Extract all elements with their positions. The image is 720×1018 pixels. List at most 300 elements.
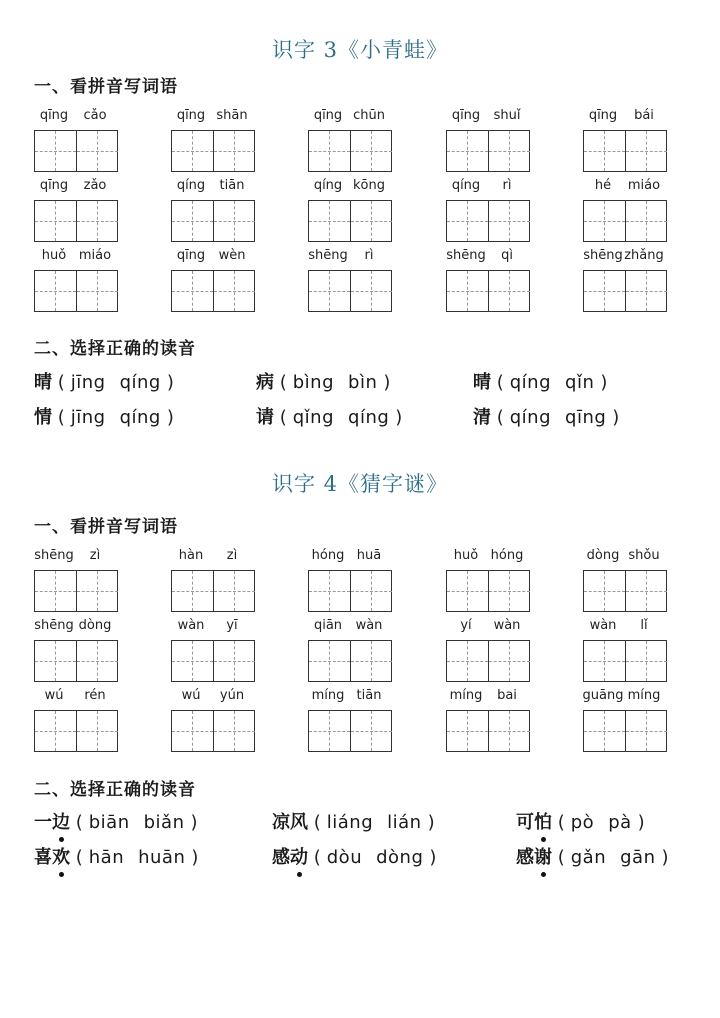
pinyin-option[interactable]: qíng	[348, 407, 390, 428]
pinyin-syllable: qīng	[176, 108, 206, 123]
guide-line	[77, 221, 118, 222]
pinyin-label	[446, 548, 530, 566]
guide-line	[626, 591, 667, 592]
writing-boxes[interactable]	[446, 640, 530, 682]
pinyin-options[interactable]	[293, 372, 378, 393]
section-heading-write-words: 一、看拼音写词语	[34, 77, 178, 97]
close-paren: )	[395, 407, 403, 428]
tianzige-box[interactable]	[172, 271, 213, 311]
tianzige-box[interactable]	[172, 641, 213, 681]
tianzige-box[interactable]	[447, 641, 488, 681]
open-paren: (	[274, 407, 287, 428]
pinyin-syllable: tiān	[356, 688, 382, 703]
guide-line	[489, 591, 530, 592]
pinyin-option[interactable]: qíng	[119, 372, 161, 393]
guide-line	[489, 291, 530, 292]
tianzige-box[interactable]	[213, 711, 255, 751]
guide-line	[626, 151, 667, 152]
tianzige-box[interactable]	[350, 571, 392, 611]
guide-line	[214, 731, 255, 732]
writing-boxes[interactable]	[446, 710, 530, 752]
writing-boxes[interactable]	[583, 640, 667, 682]
pinyin-label	[308, 548, 392, 566]
tianzige-box[interactable]	[584, 201, 625, 241]
pinyin-label	[34, 248, 118, 266]
pinyin-label	[446, 618, 530, 636]
pinyin-syllable: miáo	[627, 178, 661, 193]
pinyin-option[interactable]: qīng	[565, 407, 607, 428]
writing-boxes[interactable]	[171, 640, 255, 682]
guide-line	[77, 151, 118, 152]
open-paren: (	[52, 407, 65, 428]
pinyin-label	[34, 688, 118, 706]
pinyin-options[interactable]	[571, 847, 656, 868]
guide-line	[584, 291, 625, 292]
pinyin-options[interactable]	[510, 407, 607, 428]
tianzige-box[interactable]	[172, 201, 213, 241]
emphasis-dot-icon	[297, 872, 302, 877]
section-heading-choose-pronunciation: 二、选择正确的读音	[34, 339, 196, 359]
pinyin-syllable: cǎo	[83, 108, 107, 123]
pinyin-syllable: wú	[44, 688, 64, 703]
tianzige-box[interactable]	[488, 571, 530, 611]
tianzige-box[interactable]	[447, 131, 488, 171]
close-paren: )	[600, 372, 608, 393]
writing-boxes[interactable]	[34, 200, 118, 242]
pinyin-syllable: huǒ	[453, 548, 479, 563]
pinyin-syllable: wàn	[589, 618, 617, 633]
pinyin-label	[34, 548, 118, 566]
guide-line	[172, 661, 213, 662]
tianzige-box[interactable]	[35, 711, 76, 751]
pinyin-option[interactable]: liáng	[326, 812, 374, 833]
guide-line	[77, 291, 118, 292]
guide-line	[351, 221, 392, 222]
writing-boxes[interactable]	[583, 130, 667, 172]
pinyin-label	[446, 248, 530, 266]
emphasis-dot-icon	[541, 872, 546, 877]
hanzi-word: 清	[473, 407, 491, 428]
guide-line	[584, 661, 625, 662]
close-paren: )	[166, 372, 174, 393]
tianzige-box[interactable]	[350, 131, 392, 171]
pinyin-syllable: qīng	[588, 108, 618, 123]
open-paren: (	[491, 407, 504, 428]
close-paren: )	[190, 812, 198, 833]
writing-boxes[interactable]	[583, 710, 667, 752]
pinyin-syllable: shēng	[34, 548, 74, 563]
pinyin-label	[171, 688, 255, 706]
close-paren: )	[612, 407, 620, 428]
pinyin-syllable: shēng	[583, 248, 623, 263]
open-paren: (	[70, 847, 83, 868]
tianzige-box[interactable]	[625, 201, 667, 241]
pinyin-syllable: yún	[219, 688, 245, 703]
pinyin-syllable: qīng	[451, 108, 481, 123]
pinyin-label	[308, 178, 392, 196]
guide-line	[584, 731, 625, 732]
pinyin-label	[171, 108, 255, 126]
guide-line	[351, 661, 392, 662]
pinyin-syllable: rén	[84, 688, 106, 703]
tianzige-box[interactable]	[447, 711, 488, 751]
pinyin-syllable: zì	[226, 548, 238, 563]
guide-line	[309, 221, 350, 222]
pinyin-syllable: yī	[226, 618, 238, 633]
pinyin-label	[583, 688, 667, 706]
tianzige-box[interactable]	[35, 131, 76, 171]
pinyin-syllable: míng	[449, 688, 483, 703]
pronunciation-choice	[473, 403, 619, 429]
hanzi-char: 谢	[534, 843, 552, 869]
writing-boxes[interactable]	[308, 270, 392, 312]
tianzige-box[interactable]	[447, 571, 488, 611]
pronunciation-choice	[272, 843, 436, 869]
pinyin-syllable: qīng	[176, 248, 206, 263]
pinyin-label	[308, 618, 392, 636]
pinyin-syllable: qíng	[451, 178, 481, 193]
pinyin-options[interactable]	[327, 812, 422, 833]
writing-boxes[interactable]	[308, 130, 392, 172]
tianzige-box[interactable]	[625, 641, 667, 681]
pinyin-options[interactable]	[71, 407, 161, 428]
writing-boxes[interactable]	[446, 270, 530, 312]
writing-boxes[interactable]	[308, 200, 392, 242]
guide-line	[447, 731, 488, 732]
guide-line	[447, 591, 488, 592]
pinyin-options[interactable]	[89, 847, 186, 868]
pinyin-syllable: wàn	[177, 618, 205, 633]
pinyin-syllable: tiān	[219, 178, 245, 193]
pinyin-syllable: rì	[502, 178, 512, 193]
pronunciation-choice	[34, 403, 174, 429]
writing-boxes[interactable]	[171, 200, 255, 242]
pronunciation-choice	[516, 843, 669, 869]
hanzi-word: 请	[256, 407, 274, 428]
pinyin-label	[34, 618, 118, 636]
pinyin-option[interactable]: dòng	[376, 847, 424, 868]
open-paren: (	[552, 847, 565, 868]
pinyin-syllable: zǎo	[83, 178, 107, 193]
pinyin-option[interactable]: qíng	[119, 407, 161, 428]
pinyin-label	[583, 248, 667, 266]
pinyin-label	[171, 178, 255, 196]
writing-boxes[interactable]	[446, 200, 530, 242]
close-paren: )	[661, 847, 669, 868]
hanzi-word: 情	[34, 407, 52, 428]
hanzi-word: 凉风	[272, 812, 308, 833]
pinyin-syllable: wú	[181, 688, 201, 703]
tianzige-box[interactable]	[488, 641, 530, 681]
section-heading-choose-pronunciation: 二、选择正确的读音	[34, 780, 196, 800]
guide-line	[35, 591, 76, 592]
tianzige-box[interactable]	[35, 201, 76, 241]
tianzige-box[interactable]	[625, 271, 667, 311]
guide-line	[309, 151, 350, 152]
pinyin-label	[446, 178, 530, 196]
guide-line	[214, 221, 255, 222]
pinyin-syllable: huǒ	[41, 248, 67, 263]
guide-line	[351, 291, 392, 292]
open-paren: (	[274, 372, 287, 393]
pinyin-label	[34, 178, 118, 196]
tianzige-box[interactable]	[76, 571, 118, 611]
writing-boxes[interactable]	[308, 710, 392, 752]
pinyin-syllable: lǐ	[640, 618, 648, 633]
tianzige-box[interactable]	[350, 271, 392, 311]
tianzige-box[interactable]	[584, 711, 625, 751]
guide-line	[172, 731, 213, 732]
tianzige-box[interactable]	[76, 711, 118, 751]
writing-boxes[interactable]	[446, 570, 530, 612]
writing-boxes[interactable]	[583, 270, 667, 312]
tianzige-box[interactable]	[309, 271, 350, 311]
writing-boxes[interactable]	[171, 130, 255, 172]
tianzige-box[interactable]	[35, 271, 76, 311]
emphasis-dot-icon	[59, 872, 64, 877]
writing-boxes[interactable]	[583, 200, 667, 242]
writing-boxes[interactable]	[34, 710, 118, 752]
open-paren: (	[308, 812, 321, 833]
tianzige-box[interactable]	[309, 571, 350, 611]
pinyin-option[interactable]: biān	[88, 812, 130, 833]
pinyin-label	[446, 688, 530, 706]
guide-line	[489, 661, 530, 662]
pinyin-syllable: bái	[634, 108, 654, 123]
open-paren: (	[308, 847, 321, 868]
guide-line	[214, 661, 255, 662]
pinyin-syllable: bai	[497, 688, 517, 703]
pinyin-option[interactable]: jīng	[70, 407, 106, 428]
tianzige-box[interactable]	[309, 711, 350, 751]
guide-line	[626, 731, 667, 732]
hanzi-word: 晴	[34, 372, 52, 393]
tianzige-box[interactable]	[447, 201, 488, 241]
hanzi-char: 怕	[534, 808, 552, 834]
pinyin-option[interactable]: pà	[608, 812, 632, 833]
tianzige-box[interactable]	[35, 641, 76, 681]
tianzige-box[interactable]	[172, 571, 213, 611]
writing-boxes[interactable]	[171, 570, 255, 612]
writing-boxes[interactable]	[308, 570, 392, 612]
pinyin-syllable: dòng	[78, 618, 112, 633]
pinyin-option[interactable]: qíng	[509, 407, 552, 428]
tianzige-box[interactable]	[488, 271, 530, 311]
guide-line	[447, 661, 488, 662]
pinyin-syllable: míng	[311, 688, 345, 703]
tianzige-box[interactable]	[584, 271, 625, 311]
tianzige-box[interactable]	[76, 201, 118, 241]
pinyin-option[interactable]: jīng	[70, 372, 106, 393]
pinyin-option[interactable]: huān	[138, 847, 186, 868]
tianzige-box[interactable]	[76, 271, 118, 311]
pinyin-options[interactable]	[71, 372, 161, 393]
pinyin-label	[171, 548, 255, 566]
writing-boxes[interactable]	[583, 570, 667, 612]
close-paren: )	[637, 812, 645, 833]
tianzige-box[interactable]	[309, 641, 350, 681]
guide-line	[447, 291, 488, 292]
writing-boxes[interactable]	[34, 130, 118, 172]
pinyin-option[interactable]: dòu	[326, 847, 363, 868]
pinyin-option[interactable]: biǎn	[143, 812, 185, 833]
guide-line	[77, 731, 118, 732]
open-paren: (	[70, 812, 83, 833]
guide-line	[351, 591, 392, 592]
guide-line	[309, 591, 350, 592]
pinyin-syllable: wàn	[493, 618, 521, 633]
guide-line	[447, 151, 488, 152]
pinyin-option[interactable]: bìng	[292, 372, 335, 393]
pinyin-syllable: guāng	[582, 688, 624, 703]
tianzige-box[interactable]	[488, 201, 530, 241]
pinyin-syllable: hé	[594, 178, 612, 193]
hanzi-char: 感	[516, 847, 534, 868]
tianzige-box[interactable]	[172, 131, 213, 171]
tianzige-box[interactable]	[350, 641, 392, 681]
guide-line	[77, 591, 118, 592]
guide-line	[35, 661, 76, 662]
pinyin-option[interactable]: gǎn	[570, 847, 607, 868]
writing-boxes[interactable]	[171, 270, 255, 312]
writing-boxes[interactable]	[34, 640, 118, 682]
pinyin-label	[308, 688, 392, 706]
tianzige-box[interactable]	[213, 271, 255, 311]
hanzi-char: 边	[52, 808, 70, 834]
guide-line	[309, 731, 350, 732]
pinyin-syllable: kōng	[353, 178, 385, 193]
pinyin-syllable: shēng	[308, 248, 348, 263]
pinyin-option[interactable]: gān	[620, 847, 656, 868]
tianzige-box[interactable]	[447, 271, 488, 311]
pinyin-label	[308, 108, 392, 126]
writing-boxes[interactable]	[171, 710, 255, 752]
pinyin-syllable: wèn	[218, 248, 246, 263]
tianzige-box[interactable]	[309, 131, 350, 171]
pinyin-syllable: hàn	[178, 548, 204, 563]
pinyin-option[interactable]: qǐng	[292, 407, 335, 428]
guide-line	[584, 221, 625, 222]
pinyin-option[interactable]: bìn	[348, 372, 378, 393]
pinyin-option[interactable]: qíng	[509, 372, 552, 393]
pinyin-syllable: shēng	[34, 618, 74, 633]
pinyin-syllable: zì	[89, 548, 101, 563]
guide-line	[626, 291, 667, 292]
tianzige-box[interactable]	[584, 641, 625, 681]
guide-line	[584, 591, 625, 592]
writing-boxes[interactable]	[446, 130, 530, 172]
tianzige-box[interactable]	[309, 201, 350, 241]
pinyin-label	[583, 108, 667, 126]
guide-line	[77, 661, 118, 662]
pinyin-options[interactable]	[89, 812, 185, 833]
tianzige-box[interactable]	[584, 571, 625, 611]
pinyin-options[interactable]	[327, 847, 424, 868]
pinyin-syllable: qiān	[313, 618, 343, 633]
guide-line	[35, 731, 76, 732]
pinyin-syllable: shān	[216, 108, 248, 123]
pronunciation-choice	[34, 808, 198, 834]
guide-line	[447, 221, 488, 222]
section-heading-write-words: 一、看拼音写词语	[34, 517, 178, 537]
tianzige-box[interactable]	[213, 641, 255, 681]
pinyin-option[interactable]: lián	[387, 812, 422, 833]
pronunciation-choice	[256, 403, 402, 429]
hanzi-char: 感	[272, 847, 290, 868]
tianzige-box[interactable]	[625, 711, 667, 751]
tianzige-box[interactable]	[35, 571, 76, 611]
writing-boxes[interactable]	[308, 640, 392, 682]
hanzi-word	[516, 847, 552, 868]
guide-line	[35, 221, 76, 222]
pinyin-syllable: shēng	[446, 248, 486, 263]
guide-line	[309, 291, 350, 292]
pinyin-syllable: wàn	[355, 618, 383, 633]
writing-boxes[interactable]	[34, 270, 118, 312]
pinyin-label	[171, 248, 255, 266]
pinyin-syllable: yí	[460, 618, 472, 633]
tianzige-box[interactable]	[488, 711, 530, 751]
guide-line	[214, 291, 255, 292]
pinyin-syllable: qīng	[39, 108, 69, 123]
tianzige-box[interactable]	[76, 131, 118, 171]
pinyin-option[interactable]: hān	[88, 847, 125, 868]
pinyin-options[interactable]	[571, 812, 632, 833]
open-paren: (	[491, 372, 504, 393]
pinyin-syllable: míng	[627, 688, 661, 703]
lesson-title: 识字 3《小青蛙》	[271, 38, 449, 62]
hanzi-char: 动	[290, 843, 308, 869]
hanzi-word: 晴	[473, 372, 491, 393]
tianzige-box[interactable]	[76, 641, 118, 681]
tianzige-box[interactable]	[172, 711, 213, 751]
pinyin-label	[171, 618, 255, 636]
emphasis-dot-icon	[59, 837, 64, 842]
pinyin-option[interactable]: qǐn	[565, 372, 595, 393]
tianzige-box[interactable]	[488, 131, 530, 171]
pinyin-label	[583, 548, 667, 566]
hanzi-word	[34, 847, 70, 868]
pinyin-option[interactable]: pò	[570, 812, 595, 833]
pinyin-syllable: qīng	[313, 108, 343, 123]
tianzige-box[interactable]	[625, 571, 667, 611]
hanzi-word	[272, 847, 308, 868]
pinyin-syllable: hóng	[490, 548, 524, 563]
pinyin-options[interactable]	[293, 407, 390, 428]
tianzige-box[interactable]	[213, 571, 255, 611]
emphasis-dot-icon	[541, 837, 546, 842]
pinyin-syllable: hóng	[311, 548, 345, 563]
tianzige-box[interactable]	[350, 711, 392, 751]
pinyin-label	[583, 178, 667, 196]
guide-line	[172, 221, 213, 222]
writing-boxes[interactable]	[34, 570, 118, 612]
tianzige-box[interactable]	[350, 201, 392, 241]
tianzige-box[interactable]	[584, 131, 625, 171]
pinyin-syllable: chūn	[353, 108, 385, 123]
open-paren: (	[552, 812, 565, 833]
pinyin-label	[308, 248, 392, 266]
tianzige-box[interactable]	[213, 131, 255, 171]
pronunciation-choice	[516, 808, 645, 834]
tianzige-box[interactable]	[213, 201, 255, 241]
tianzige-box[interactable]	[625, 131, 667, 171]
pinyin-label	[34, 108, 118, 126]
pinyin-options[interactable]	[510, 372, 595, 393]
pinyin-syllable: dòng	[586, 548, 620, 563]
guide-line	[351, 151, 392, 152]
close-paren: )	[166, 407, 174, 428]
